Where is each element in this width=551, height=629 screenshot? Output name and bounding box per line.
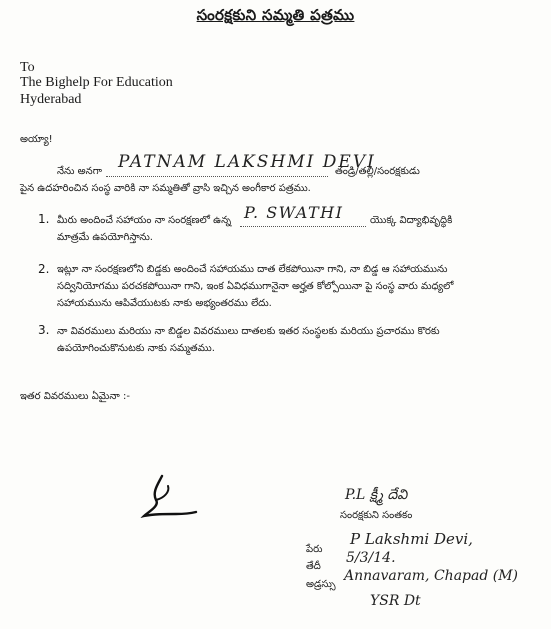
handwritten-signature: P.L క్ష్మీ దేవి xyxy=(345,487,408,503)
item-2-line: సహాయమును ఆపివేయుటకు నాకు అభ్యంతరము లేదు. xyxy=(57,298,272,309)
item-2-line: సద్వినియోగము పరచకపోయినా గాని, ఇంక ఏవిధముగానైనా అర్హత కోల్పోయినా పై సంస్థ వారు మధ్యలో xyxy=(57,281,454,292)
field-label-date: తేదీ xyxy=(306,561,321,572)
other-details-label: ఇతర వివరములు ఏమైనా :- xyxy=(20,391,130,402)
field-value-date: 5/3/14. xyxy=(346,550,396,566)
item-1-line2: మాత్రమే ఉపయోగిస్తాను. xyxy=(57,232,153,243)
field-value-name: P Lakshmi Devi, xyxy=(350,530,473,548)
item-3-line: నా వివరములు మరియు నా బిడ్డల వివరములు దాతలకు ఇతర సంస్థలకు మరియు ప్రచారము కొరకు xyxy=(57,326,440,337)
field-value-address: Annavaram, Chapad (M) xyxy=(344,568,519,584)
item-3-number: 3. xyxy=(38,323,50,337)
item-3-line: ఉపయోగించుకొనుటకు నాకు సమ్మతము. xyxy=(57,343,215,354)
signature-label: సంరక్షకుని సంతకం xyxy=(340,510,413,521)
intro-line2: పైన ఉదహరించిన సంస్థ వారికి నా సమ్మతితో వ్రాసి ఇచ్చిన అంగీకార పత్రము. xyxy=(20,183,311,194)
salutation: అయ్యా! xyxy=(20,134,53,145)
item-2-number: 2. xyxy=(38,262,50,276)
item-1-number: 1. xyxy=(38,212,50,226)
handwritten-child-name: P. SWATHI xyxy=(244,203,344,222)
handwritten-guardian-name: PATNAM LAKSHMI DEVI xyxy=(118,152,376,172)
intro-suffix: తండ్రి/తల్లి/సంరక్షకుడు xyxy=(335,166,420,177)
address-to: To xyxy=(20,60,35,75)
intro-prefix: నేను అనగా xyxy=(57,166,102,177)
item-2-line: ఇట్లూ నా సంరక్షణలోని బిడ్డకు అందించే సహాయము దాత లేకపోయినా గాని, నా బిడ్డ ఆ సహాయమును xyxy=(57,264,448,275)
address-city: Hyderabad xyxy=(20,92,82,107)
field-value-address-line2: YSR Dt xyxy=(370,593,421,609)
item-1-line1-suffix: యొక్క విద్యాభివృద్ధికి xyxy=(370,215,453,226)
page-title: సంరక్షకుని సమ్మతి పత్రము xyxy=(196,6,355,24)
item-1-line1-prefix: మీరు అందించే సహాయం నా సంరక్షణలో ఉన్న xyxy=(57,215,232,226)
signature-scribble-mark xyxy=(140,470,200,525)
address-org: The Bighelp For Education xyxy=(20,75,173,90)
field-label-address: అడ్రస్సు xyxy=(306,579,336,590)
field-label-name: పేరు xyxy=(306,544,323,555)
